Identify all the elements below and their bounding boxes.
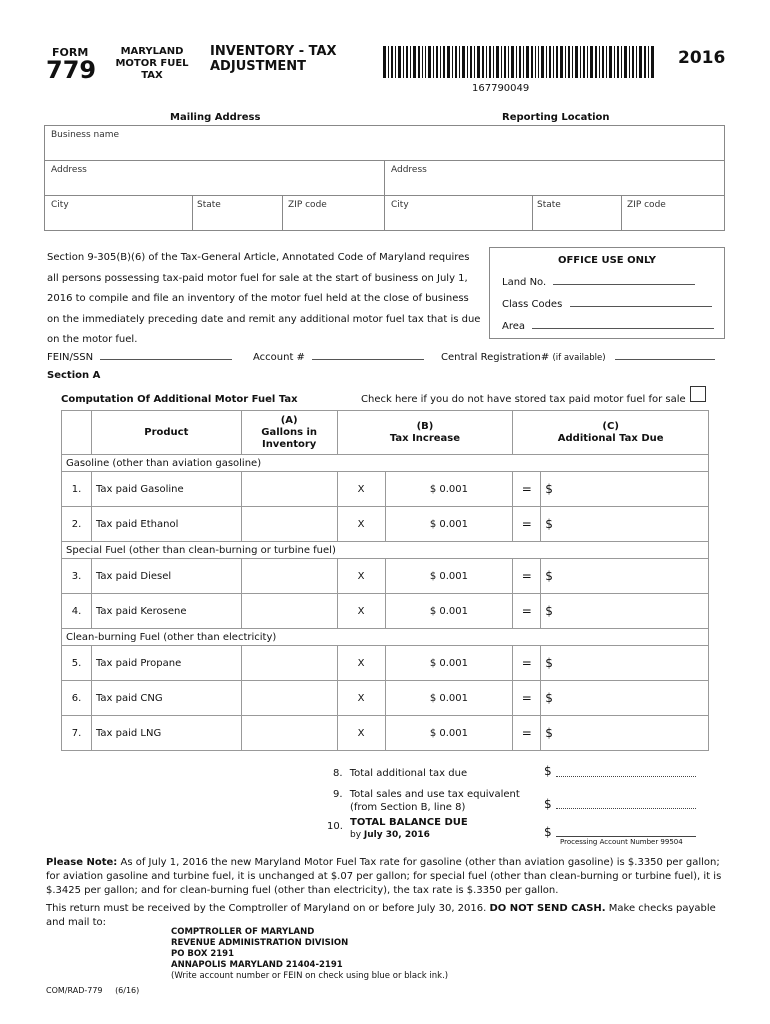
intro-line-4: on the immediately preceding date and remit any additional motor fuel tax that is due [47, 313, 481, 325]
mail-addr-line-1: COMPTROLLER OF MARYLAND [171, 927, 315, 937]
line-8-dollar: $ [544, 764, 552, 778]
tax-increase-rate: $ 0.001 [385, 646, 513, 681]
line-10-date: July 30, 2016 [363, 830, 430, 840]
line-number: 4. [62, 594, 92, 629]
multiply-sign: X [337, 472, 385, 507]
line-10-due-date [350, 830, 430, 840]
class-codes-label: Class Codes [502, 299, 563, 310]
reporting-city-field[interactable] [384, 195, 533, 231]
col-b-label: Tax Increase [389, 432, 461, 444]
line-8-label: Total additional tax due [349, 768, 468, 779]
intro-line-5: on the motor fuel. [47, 334, 138, 345]
table-row [62, 594, 709, 629]
state-title: MARYLAND MOTOR FUEL TAX [115, 46, 189, 81]
additional-tax-input[interactable]: $ [541, 646, 709, 681]
equals-sign: = [513, 681, 541, 716]
mail-addr-line-5: (Write account number or FEIN on check using blue or black ink.) [171, 971, 449, 981]
mail-addr-line-2: REVENUE ADMINISTRATION DIVISION [171, 938, 349, 948]
tax-increase-rate: $ 0.001 [385, 472, 513, 507]
tax-increase-rate: $ 0.001 [385, 594, 513, 629]
product-name: Tax paid Propane [91, 646, 241, 681]
area-label: Area [502, 321, 526, 332]
multiply-sign: X [337, 681, 385, 716]
gallons-input[interactable] [241, 594, 337, 629]
additional-tax-input[interactable]: $ [541, 716, 709, 751]
additional-tax-input[interactable]: $ [541, 507, 709, 542]
reporting-state-label: State [537, 200, 561, 210]
fuel-group-title: Gasoline (other than aviation gasoline) [62, 455, 709, 472]
mail-instructions-text: This return must be received by the Comptroller of Maryland on or before July 30, 2016. [46, 903, 487, 914]
multiply-sign: X [337, 507, 385, 542]
reporting-address-label: Address [391, 165, 427, 175]
tax-increase-rate: $ 0.001 [385, 681, 513, 716]
tax-year: 2016 [678, 48, 726, 68]
line-number: 1. [62, 472, 92, 507]
product-name: Tax paid Ethanol [91, 507, 241, 542]
reporting-address-field[interactable] [384, 160, 725, 196]
no-stored-fuel-checkbox[interactable] [690, 386, 706, 402]
form-title: INVENTORY - TAX ADJUSTMENT [210, 44, 337, 74]
central-registration-note: (if available) [552, 353, 606, 363]
do-not-send-cash: DO NOT SEND CASH. [489, 903, 606, 914]
table-row [62, 507, 709, 542]
gallons-input[interactable] [241, 507, 337, 542]
line-number: 6. [62, 681, 92, 716]
gallons-input[interactable] [241, 559, 337, 594]
line-9-label-a: Total sales and use tax equivalent [349, 789, 520, 800]
intro-line-2: all persons possessing tax-paid motor fuel for sale at the start of business on July 1, [47, 272, 468, 284]
header-col-c [513, 411, 709, 455]
barcode-image [383, 46, 655, 78]
line-number: 7. [62, 716, 92, 751]
form-number: 779 [46, 56, 97, 84]
gallons-input[interactable] [241, 681, 337, 716]
mailing-state-field[interactable] [192, 195, 283, 231]
mail-addr-line-4: ANNAPOLIS MARYLAND 21404-2191 [171, 960, 343, 970]
gallons-input[interactable] [241, 472, 337, 507]
col-c-label: Additional Tax Due [557, 432, 664, 444]
area-row [502, 321, 714, 332]
line-9 [333, 788, 520, 814]
line-10-label: TOTAL BALANCE DUE [350, 817, 468, 828]
gallons-input[interactable] [241, 716, 337, 751]
class-codes-row [502, 299, 712, 310]
line-8-amount-field[interactable] [556, 776, 696, 777]
equals-sign: = [513, 559, 541, 594]
multiply-sign: X [337, 716, 385, 751]
tax-increase-rate: $ 0.001 [385, 507, 513, 542]
line-10-amount-field[interactable] [556, 836, 696, 837]
mailing-address-block [171, 927, 448, 982]
fuel-group-header [62, 455, 709, 472]
line-10-by: by [350, 830, 362, 840]
line-8-number: 8. [333, 768, 343, 779]
line-9-number: 9. [333, 789, 343, 800]
account-row [253, 352, 424, 363]
header-col-b [337, 411, 513, 455]
class-codes-field[interactable] [570, 306, 712, 307]
fein-label: FEIN/SSN [47, 352, 94, 363]
computation-title: Computation Of Additional Motor Fuel Tax [61, 394, 298, 405]
fuel-group-header [62, 629, 709, 646]
mailing-state-label: State [197, 200, 221, 210]
product-name: Tax paid Gasoline [91, 472, 241, 507]
area-field[interactable] [532, 328, 714, 329]
mail-instructions [46, 902, 726, 930]
central-registration-field[interactable] [615, 359, 715, 360]
reporting-location-heading: Reporting Location [502, 112, 610, 123]
table-row [62, 559, 709, 594]
additional-tax-input[interactable]: $ [541, 472, 709, 507]
office-use-title: OFFICE USE ONLY [557, 255, 657, 266]
office-use-box [489, 247, 725, 339]
mail-addr-line-3: PO BOX 2191 [171, 949, 234, 959]
business-name-field[interactable] [44, 125, 725, 161]
form-code: COM/RAD-779 [46, 986, 103, 995]
tax-increase-rate: $ 0.001 [385, 559, 513, 594]
line-9-label-b: (from Section B, line 8) [350, 802, 466, 813]
table-row [62, 472, 709, 507]
section-a-label: Section A [47, 370, 101, 381]
line-10-dollar: $ [544, 825, 552, 839]
equals-sign: = [513, 472, 541, 507]
reporting-zip-label: ZIP code [627, 200, 666, 210]
fein-field[interactable] [100, 359, 232, 360]
mailing-address-field[interactable] [44, 160, 385, 196]
table-row [62, 646, 709, 681]
central-registration-row [441, 352, 715, 363]
equals-sign: = [513, 594, 541, 629]
intro-line-1: Section 9-305(B)(6) of the Tax-General Article, Annotated Code of Maryland requires [47, 252, 470, 263]
reporting-zip-field[interactable] [621, 195, 725, 231]
no-stored-fuel-text: Check here if you do not have stored tax paid motor fuel for sale [361, 394, 686, 405]
fuel-group-title: Special Fuel (other than clean-burning or turbine fuel) [62, 542, 709, 559]
central-registration-label: Central Registration# [441, 352, 550, 363]
line-9-amount-field[interactable] [556, 808, 696, 809]
form-label: FORM [52, 46, 89, 59]
fein-row [47, 352, 232, 363]
fuel-group-header [62, 542, 709, 559]
line-8 [333, 768, 467, 779]
multiply-sign: X [337, 559, 385, 594]
additional-tax-input[interactable]: $ [541, 559, 709, 594]
processing-account-number: Processing Account Number 99504 [560, 838, 683, 846]
product-name: Tax paid CNG [91, 681, 241, 716]
header-product [91, 411, 241, 455]
land-no-field[interactable] [553, 284, 695, 285]
form-revision: (6/16) [115, 986, 140, 995]
barcode-number: 167790049 [472, 83, 530, 94]
product-name: Tax paid LNG [91, 716, 241, 751]
mailing-address-label: Address [51, 165, 87, 175]
product-name: Tax paid Diesel [91, 559, 241, 594]
equals-sign: = [513, 507, 541, 542]
tax-table-body [62, 455, 709, 751]
mailing-city-field[interactable] [44, 195, 193, 231]
product-header-label: Product [144, 426, 189, 438]
line-number: 5. [62, 646, 92, 681]
line-number: 3. [62, 559, 92, 594]
mailing-zip-field[interactable] [282, 195, 385, 231]
line-number: 2. [62, 507, 92, 542]
please-note-paragraph [46, 856, 726, 898]
header-num-cell [62, 411, 92, 455]
col-b-letter: (B) [416, 420, 434, 432]
multiply-sign: X [337, 594, 385, 629]
additional-tax-input[interactable]: $ [541, 594, 709, 629]
account-label: Account # [253, 352, 305, 363]
col-a-letter: (A) [280, 414, 298, 426]
equals-sign: = [513, 716, 541, 751]
intro-paragraph [47, 248, 487, 351]
header-col-a [241, 411, 337, 455]
mailing-zip-label: ZIP code [288, 200, 327, 210]
reporting-city-label: City [391, 200, 409, 210]
line-10-number: 10. [327, 821, 343, 832]
mail-instructions-tail: Make checks payable and mail to: [46, 903, 716, 928]
col-c-letter: (C) [602, 420, 619, 432]
intro-line-3: 2016 to compile and file an inventory of the motor fuel held at the close of business [47, 293, 469, 304]
tax-computation-table [61, 410, 709, 751]
gallons-input[interactable] [241, 646, 337, 681]
multiply-sign: X [337, 646, 385, 681]
account-field[interactable] [312, 359, 424, 360]
table-row [62, 716, 709, 751]
please-note-text: As of July 1, 2016 the new Maryland Motor Fuel Tax rate for gasoline (other than aviation gasoline) is $.3350 per gallon; for aviation gasoline and turbine fuel, it is unchanged at $.07 per gallon; for special fuel (other than clean-burning or turbine fuel), it is $.3425 per gallon; and for clean-burning fuel (other than electricity), the tax rate is $.3350 per gallon. [46, 857, 722, 896]
mailing-address-heading: Mailing Address [170, 112, 261, 123]
land-no-row [502, 277, 695, 288]
mailing-city-label: City [51, 200, 69, 210]
form-footer [46, 986, 139, 995]
land-no-label: Land No. [502, 277, 547, 288]
tax-increase-rate: $ 0.001 [385, 716, 513, 751]
business-name-label: Business name [51, 130, 120, 140]
equals-sign: = [513, 646, 541, 681]
line-9-dollar: $ [544, 797, 552, 811]
reporting-state-field[interactable] [532, 195, 622, 231]
col-a-label: Gallons in Inventory [261, 426, 318, 450]
fuel-group-title: Clean-burning Fuel (other than electricity) [62, 629, 709, 646]
product-name: Tax paid Kerosene [91, 594, 241, 629]
please-note-lead: Please Note: [46, 857, 118, 868]
table-row [62, 681, 709, 716]
additional-tax-input[interactable]: $ [541, 681, 709, 716]
table-header-row [62, 411, 709, 455]
